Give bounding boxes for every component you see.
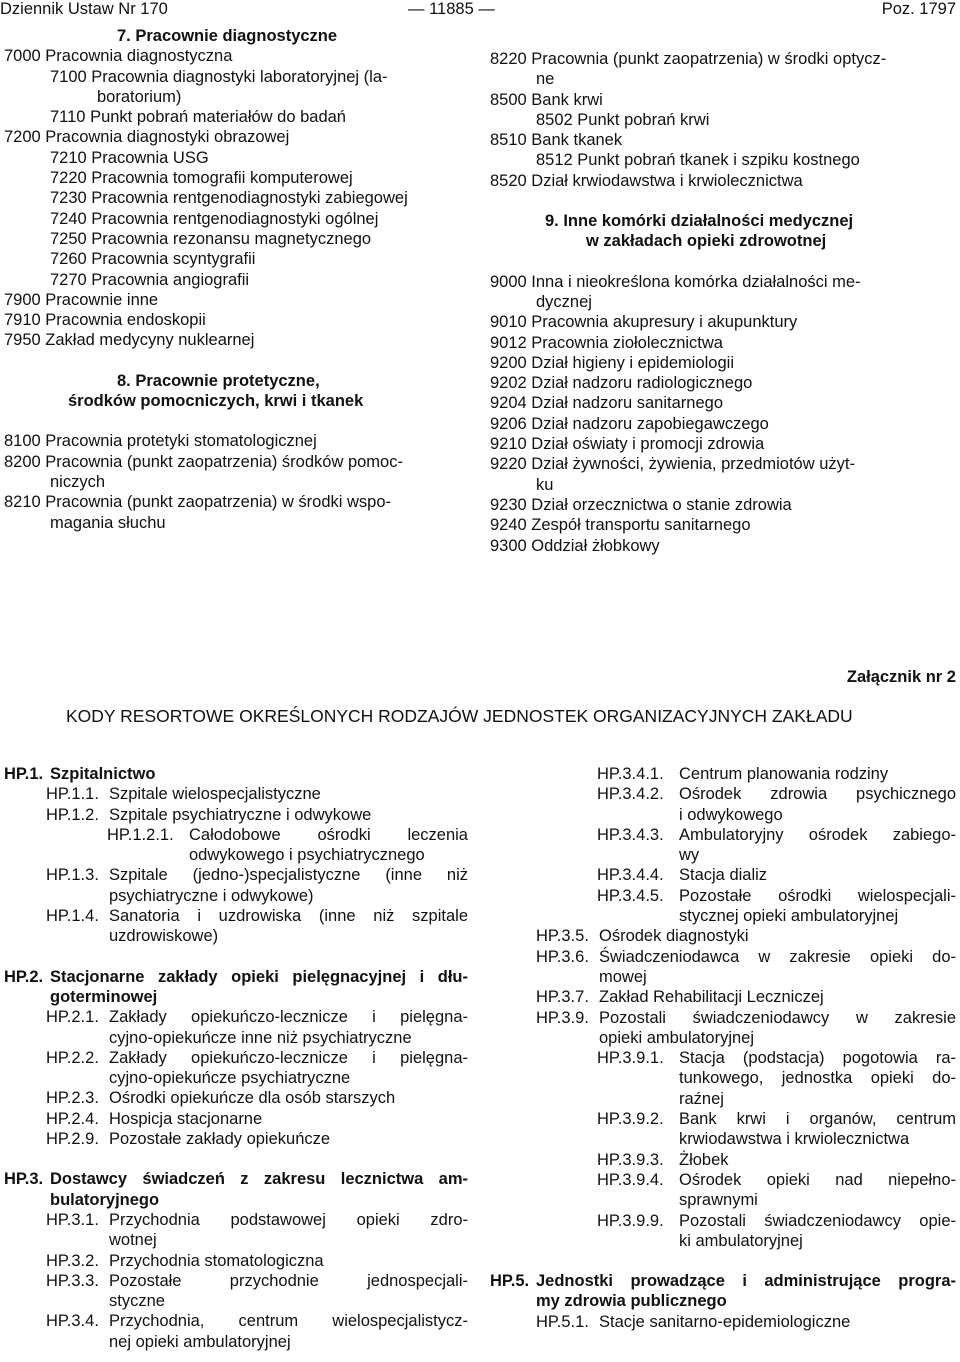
- code-label: HP.2.9.: [46, 1130, 99, 1149]
- code-row: [4, 1230, 468, 1250]
- code-label: HP.5.1.: [536, 1312, 589, 1331]
- code-description: Jednostki prowadzące i administrujące progra-: [536, 1272, 956, 1291]
- code-row: [4, 1271, 468, 1291]
- list-item: 9240 Zespół transportu sanitarnego: [490, 516, 751, 535]
- code-label: [597, 1089, 679, 1109]
- code-description: opieki ambulatoryjnej: [599, 1028, 755, 1047]
- code-label: [46, 1068, 109, 1088]
- code-description: Stacja dializ: [679, 866, 768, 885]
- code-row: [4, 865, 468, 885]
- code-description: Sanatoria i uzdrowiska (inne niż szpitale: [109, 907, 468, 926]
- code-label: HP.3.9.: [536, 1008, 589, 1027]
- code-label: [597, 1068, 679, 1088]
- code-row: [4, 1311, 468, 1331]
- list-item: 7900 Pracownie inne: [4, 290, 159, 309]
- code-description: Ośrodki opiekuńcze dla osób starszych: [109, 1089, 396, 1108]
- code-row: [490, 1190, 956, 1210]
- code-row: [490, 1109, 956, 1129]
- code-description: styczne: [109, 1292, 165, 1311]
- spacer: [4, 1149, 468, 1169]
- code-label: HP.2.: [4, 967, 44, 986]
- code-description: uzdrowiskowe): [109, 927, 219, 946]
- list-item: 8520 Dział krwiodawstwa i krwiolecznictwa: [490, 171, 803, 190]
- code-label: [46, 886, 109, 906]
- code-description: Szpitale wielospecjalistyczne: [109, 785, 321, 804]
- code-label: [597, 1129, 679, 1149]
- annex-title: KODY RESORTOWE OKREŚLONYCH RODZAJÓW JEDNOSTEK ORGANIZACYJNYCH ZAKŁADU: [66, 706, 853, 726]
- code-label: HP.3.6.: [536, 947, 589, 966]
- code-row: [490, 1089, 956, 1109]
- section-8-subtitle: środków pomocniczych, krwi i tkanek: [68, 392, 364, 411]
- code-label: [597, 805, 679, 825]
- code-description: Pozostali świadczeniodawcy opie-: [679, 1211, 956, 1230]
- code-row: [4, 1068, 468, 1088]
- list-item: 9000 Inna i nieokreślona komórka działalności me-: [490, 272, 861, 291]
- code-label: HP.3.4.: [46, 1312, 99, 1331]
- code-label: [597, 1190, 679, 1210]
- code-description: Szpitale psychiatryczne i odwykowe: [109, 805, 372, 824]
- list-item: 7260 Pracownia scyntygrafii: [50, 250, 256, 269]
- code-description: Przychodnia, centrum wielospecjalistycz-: [109, 1312, 468, 1331]
- code-row: [490, 1271, 956, 1291]
- code-label: HP.3.4.1.: [597, 765, 664, 783]
- code-description: bulatoryjnego: [50, 1190, 160, 1209]
- code-row: [4, 1169, 468, 1189]
- code-row: [4, 1190, 468, 1210]
- code-label: [536, 967, 599, 987]
- code-label: [46, 1230, 109, 1250]
- code-description: Pozostałe zakłady opiekuńcze: [109, 1130, 331, 1149]
- code-row: [4, 967, 468, 987]
- section-8-title: 8. Pracownie protetyczne,: [117, 371, 320, 390]
- code-description: goterminowej: [50, 987, 158, 1006]
- upper-right-column: [490, 49, 960, 556]
- code-description: Przychodnia podstawowej opieki zdro-: [109, 1210, 468, 1229]
- page-header: [0, 0, 960, 19]
- section-7-title: 7. Pracownie diagnostyczne: [117, 27, 338, 45]
- code-label: HP.5.: [490, 1272, 530, 1291]
- code-description: Dostawcy świadczeń z zakresu lecznictwa am-: [50, 1170, 468, 1189]
- code-label: [536, 1028, 599, 1048]
- journal-title: Dziennik Ustaw Nr 170: [0, 0, 168, 18]
- code-description: Zakład Rehabilitacji Leczniczej: [599, 988, 824, 1007]
- list-item: 7110 Punkt pobrań materiałów do badań: [50, 108, 346, 127]
- list-item: 7200 Pracownia diagnostyki obrazowej: [4, 128, 290, 147]
- code-row: [4, 1007, 468, 1027]
- code-description: Ośrodek opieki nad niepełno-: [679, 1170, 956, 1189]
- code-description: odwykowego i psychiatrycznego: [189, 846, 425, 865]
- code-description: Pozostałe przychodnie jednospecjali-: [109, 1271, 468, 1290]
- code-row: [4, 1088, 468, 1108]
- code-description: Szpitale (jedno-)specjalistyczne (inne niż: [109, 866, 468, 885]
- list-item: 9230 Dział orzecznictwa o stanie zdrowia: [490, 495, 792, 514]
- code-row: [490, 987, 956, 1007]
- code-description: Żłobek: [679, 1150, 729, 1169]
- code-description: psychiatryczne i odwykowe): [109, 886, 314, 905]
- page-number: — 11885 —: [408, 0, 495, 18]
- code-description: krwiodawstwa i krwiolecznictwa: [679, 1130, 910, 1149]
- list-item: 8100 Pracownia protetyki stomatologicznej: [4, 432, 317, 451]
- code-label: HP.1.1.: [46, 785, 99, 804]
- code-description: Bank krwi i organów, centrum: [679, 1110, 956, 1129]
- code-row: [4, 845, 468, 865]
- code-row: [4, 825, 468, 845]
- upper-left-column: [4, 26, 464, 533]
- position-number: Poz. 1797: [881, 0, 956, 18]
- code-row: [490, 947, 956, 967]
- code-label: HP.3.7.: [536, 988, 589, 1007]
- code-description: raźnej: [679, 1089, 724, 1108]
- list-item: 8512 Punkt pobrań tkanek i szpiku kostnego: [536, 151, 860, 170]
- code-row: [490, 784, 956, 804]
- list-item: 9204 Dział nadzoru sanitarnego: [490, 394, 723, 413]
- code-row: [4, 805, 468, 825]
- list-item: 9200 Dział higieny i epidemiologii: [490, 353, 734, 372]
- list-item: niczych: [50, 472, 106, 491]
- code-label: HP.2.1.: [46, 1008, 99, 1027]
- code-description: Stacja (podstacja) pogotowia ra-: [679, 1049, 956, 1068]
- code-row: [4, 764, 468, 784]
- code-row: [490, 1291, 956, 1311]
- code-label: [4, 987, 50, 1007]
- code-description: Świadczeniodawca w zakresie opieki do-: [599, 947, 956, 966]
- code-row: [490, 1028, 956, 1048]
- code-row: [490, 1068, 956, 1088]
- code-description: Ambulatoryjny ośrodek zabiego-: [679, 825, 956, 844]
- list-item: 7270 Pracownia angiografii: [50, 270, 250, 289]
- code-description: cyjno-opiekuńcze inne niż psychiatryczne: [109, 1028, 412, 1047]
- list-item: dycznej: [536, 292, 592, 311]
- code-description: Pozostali świadczeniodawcy w zakresie: [599, 1008, 956, 1027]
- list-item: ne: [536, 70, 555, 89]
- list-item: 9206 Dział nadzoru zapobiegawczego: [490, 414, 769, 433]
- spacer: [490, 1251, 956, 1271]
- code-description: Szpitalnictwo: [50, 765, 156, 783]
- code-row: [4, 1251, 468, 1271]
- code-description: Zakłady opiekuńczo-lecznicze i pielęgna-: [109, 1048, 468, 1067]
- code-label: HP.1.4.: [46, 907, 99, 926]
- code-row: [4, 906, 468, 926]
- code-description: stycznej opieki ambulatoryjnej: [679, 907, 899, 926]
- list-item: ku: [536, 475, 554, 494]
- annex-label: Załącznik nr 2: [846, 668, 956, 686]
- code-label: HP.3.2.: [46, 1251, 99, 1270]
- list-item: 7230 Pracownia rentgenodiagnostyki zabiegowej: [50, 189, 408, 208]
- code-description: Całodobowe ośrodki leczenia: [189, 825, 468, 844]
- list-item: 8200 Pracownia (punkt zaopatrzenia) środków pomoc-: [4, 452, 403, 471]
- code-row: [490, 1150, 956, 1170]
- code-row: [4, 987, 468, 1007]
- code-label: HP.3.9.4.: [597, 1170, 664, 1189]
- list-item: 9012 Pracownia ziołolecznictwa: [490, 333, 723, 352]
- code-description: wotnej: [109, 1231, 157, 1250]
- list-item: 7220 Pracownia tomografii komputerowej: [50, 169, 353, 188]
- code-label: [46, 926, 109, 946]
- code-row: [4, 886, 468, 906]
- list-item: 7240 Pracownia rentgenodiagnostyki ogólnej: [50, 209, 379, 228]
- hp-codes-left: [4, 764, 468, 1352]
- list-item: 8502 Punkt pobrań krwi: [536, 110, 710, 129]
- code-row: [490, 1312, 956, 1332]
- code-description: Zakłady opiekuńczo-lecznicze i pielęgna-: [109, 1008, 468, 1027]
- code-description: tunkowego, jednostka opieki do-: [679, 1069, 956, 1088]
- code-description: my zdrowia publicznego: [536, 1292, 727, 1311]
- code-label: HP.1.: [4, 765, 44, 783]
- list-item: 8500 Bank krwi: [490, 90, 603, 109]
- code-row: [4, 1048, 468, 1068]
- list-item: 9010 Pracownia akupresury i akupunktury: [490, 313, 798, 332]
- code-label: HP.3.4.2.: [597, 785, 664, 804]
- code-row: [490, 1211, 956, 1231]
- code-description: mowej: [599, 967, 647, 986]
- spacer: [4, 947, 468, 967]
- code-description: Pozostałe ośrodki wielospecjali-: [679, 886, 956, 905]
- code-row: [490, 926, 956, 946]
- code-row: [490, 845, 956, 865]
- code-label: HP.3.4.5.: [597, 886, 664, 905]
- code-label: HP.3.3.: [46, 1271, 99, 1290]
- code-label: HP.3.1.: [46, 1210, 99, 1229]
- code-label: HP.3.4.4.: [597, 866, 664, 885]
- code-row: [4, 1291, 468, 1311]
- code-row: [490, 967, 956, 987]
- list-item: 7950 Zakład medycyny nuklearnej: [4, 331, 255, 350]
- list-item: 9220 Dział żywności, żywienia, przedmiotów użyt-: [490, 455, 855, 474]
- code-row: [4, 1332, 468, 1352]
- code-label: [4, 1190, 50, 1210]
- code-label: HP.2.2.: [46, 1048, 99, 1067]
- list-item: 8210 Pracownia (punkt zaopatrzenia) w środki wspo-: [4, 493, 392, 512]
- code-description: Centrum planowania rodziny: [679, 765, 889, 783]
- list-item: 7000 Pracownia diagnostyczna: [4, 47, 233, 66]
- code-row: [4, 1028, 468, 1048]
- code-label: HP.3.9.1.: [597, 1049, 664, 1068]
- list-item: 8510 Bank tkanek: [490, 131, 623, 150]
- list-item: boratorium): [97, 87, 182, 106]
- code-label: HP.1.2.1.: [107, 825, 174, 844]
- code-description: nej opieki ambulatoryjnej: [109, 1332, 291, 1351]
- list-item: 7100 Pracownia diagnostyki laboratoryjnej (la-: [50, 67, 388, 86]
- code-label: [597, 906, 679, 926]
- code-label: HP.3.5.: [536, 927, 589, 946]
- code-row: [490, 906, 956, 926]
- list-item: 7910 Pracownia endoskopii: [4, 311, 206, 330]
- code-description: i odwykowego: [679, 805, 783, 824]
- code-row: [490, 865, 956, 885]
- code-label: HP.1.2.: [46, 805, 99, 824]
- code-description: Przychodnia stomatologiczna: [109, 1251, 324, 1270]
- list-item: 9202 Dział nadzoru radiologicznego: [490, 374, 753, 393]
- code-row: [490, 805, 956, 825]
- list-item: 9300 Oddział żłobkowy: [490, 536, 660, 555]
- code-label: HP.3.: [4, 1170, 44, 1189]
- list-item: magania słuchu: [50, 513, 166, 532]
- code-row: [490, 1170, 956, 1190]
- list-item: 7250 Pracownia rezonansu magnetycznego: [50, 229, 372, 248]
- code-row: [490, 1129, 956, 1149]
- code-description: Stacje sanitarno-epidemiologiczne: [599, 1312, 851, 1331]
- code-row: [490, 886, 956, 906]
- list-item: 8220 Pracownia (punkt zaopatrzenia) w środki optycz-: [490, 50, 887, 68]
- hp-codes-right: [490, 764, 956, 1332]
- code-label: [46, 1291, 109, 1311]
- code-label: HP.2.4.: [46, 1109, 99, 1128]
- code-label: HP.3.9.2.: [597, 1110, 664, 1129]
- code-label: [490, 1291, 536, 1311]
- code-label: [597, 845, 679, 865]
- section-9-title: 9. Inne komórki działalności medycznej: [545, 212, 854, 231]
- code-label: HP.3.9.3.: [597, 1150, 664, 1169]
- code-row: [4, 1109, 468, 1129]
- code-description: ki ambulatoryjnej: [679, 1231, 803, 1250]
- code-label: [46, 1028, 109, 1048]
- code-row: [490, 1231, 956, 1251]
- code-label: [46, 1332, 109, 1352]
- code-description: wy: [679, 846, 700, 865]
- code-description: Hospicja stacjonarne: [109, 1109, 263, 1128]
- code-row: [490, 1008, 956, 1028]
- code-label: HP.1.3.: [46, 866, 99, 885]
- code-label: [107, 845, 189, 865]
- code-label: HP.3.4.3.: [597, 825, 664, 844]
- list-item: 9210 Dział oświaty i promocji zdrowia: [490, 435, 765, 454]
- code-row: [4, 1129, 468, 1149]
- code-row: [4, 926, 468, 946]
- code-label: HP.3.9.9.: [597, 1211, 664, 1230]
- list-item: 7210 Pracownia USG: [50, 148, 209, 167]
- section-9-subtitle: w zakładach opieki zdrowotnej: [586, 232, 827, 251]
- code-row: [490, 825, 956, 845]
- code-description: Ośrodek diagnostyki: [599, 927, 749, 946]
- code-description: Ośrodek zdrowia psychicznego: [679, 785, 956, 804]
- code-row: [4, 1210, 468, 1230]
- code-label: [597, 1231, 679, 1251]
- code-description: cyjno-opiekuńcze psychiatryczne: [109, 1069, 351, 1088]
- code-row: [4, 784, 468, 804]
- code-description: Stacjonarne zakłady opieki pielęgnacyjnej i dłu-: [50, 967, 468, 986]
- code-label: HP.2.3.: [46, 1089, 99, 1108]
- code-row: [490, 1048, 956, 1068]
- code-row: [490, 764, 956, 784]
- code-description: sprawnymi: [679, 1191, 758, 1210]
